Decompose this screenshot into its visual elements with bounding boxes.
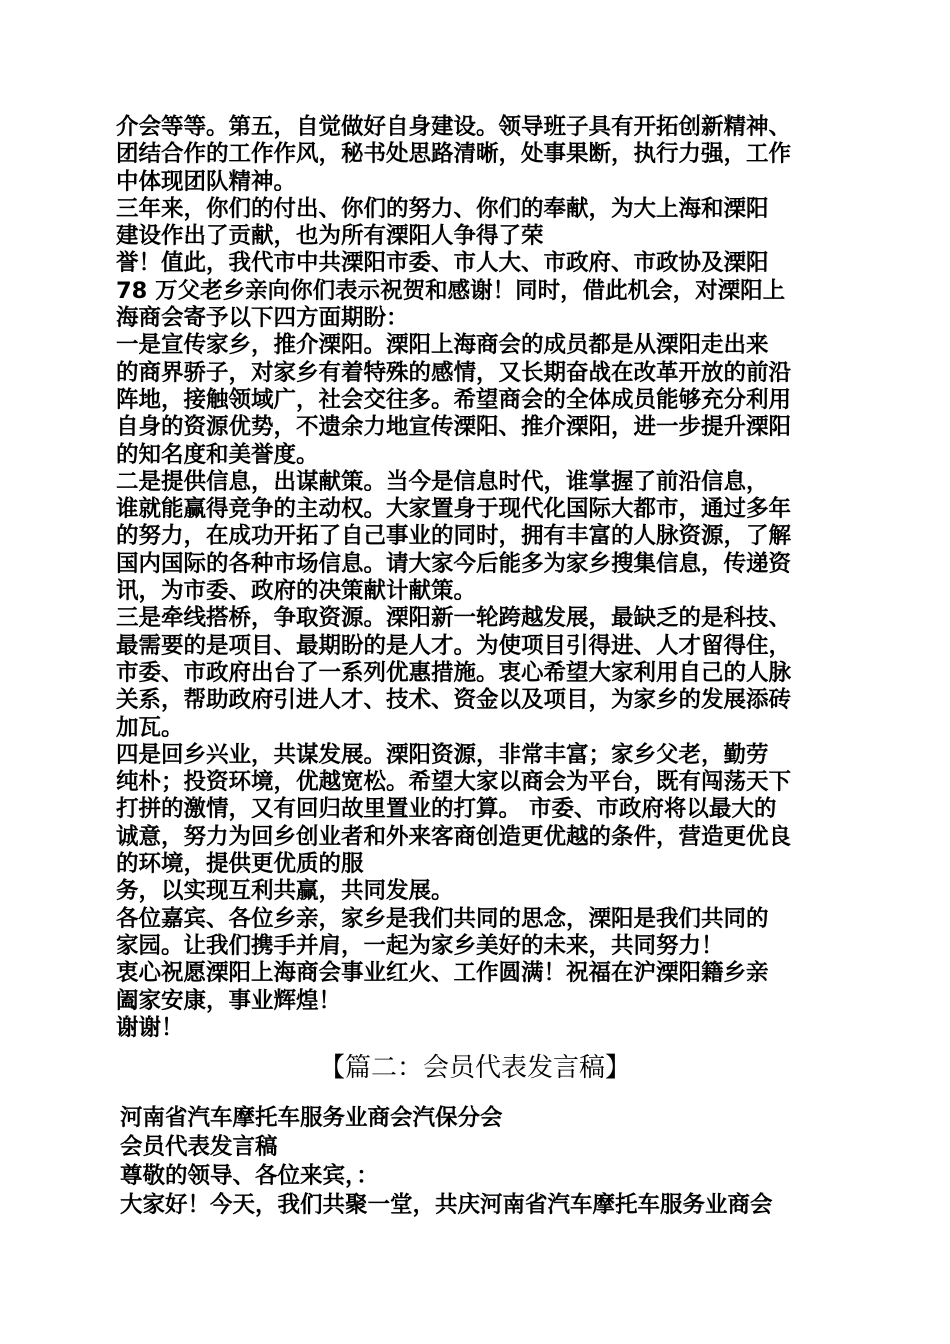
text-line: 中体现团队精神。 xyxy=(116,168,297,195)
speech-body xyxy=(116,114,840,1042)
text-line: 四是回乡兴业，共谋发展。溧阳资源，非常丰富；家乡父老，勤劳 xyxy=(116,741,769,768)
text-line: 的知名度和美誉度。 xyxy=(116,441,319,468)
section-heading: 【篇二：会员代表发言稿】 xyxy=(318,1053,631,1083)
text-line: 的环境，提供更优质的服 xyxy=(116,851,364,878)
text-line: 诚意，努力为回乡创业者和外来客商创造更优越的条件，营造更优良 xyxy=(116,823,792,850)
text-line: 二是提供信息，出谋献策。当今是信息时代，谁掌握了前沿信息， xyxy=(116,468,769,495)
text-line: 78 万父老乡亲向你们表示祝贺和感谢！同时，借此机会，对溧阳上 xyxy=(116,277,786,304)
text-line: 衷心祝愿溧阳上海商会事业红火、工作圆满！祝福在沪溧阳籍乡亲 xyxy=(116,960,769,987)
text-line: 介会等等。第五，自觉做好自身建设。领导班子具有开拓创新精神、 xyxy=(116,114,792,140)
text-line: 讯，为市委、政府的决策献计献策。 xyxy=(116,578,477,605)
text-line: 谁就能赢得竞争的主动权。大家置身于现代化国际大都市，通过多年 xyxy=(116,496,792,523)
text-line: 建设作出了贡献，也为所有溧阳人争得了荣 xyxy=(116,223,544,250)
text-line: 打拼的激情，又有回归故里置业的打算。 市委、市政府将以最大的 xyxy=(116,796,777,823)
text-line: 纯朴；投资环境，优越宽松。希望大家以商会为平台，既有闯荡天下 xyxy=(116,769,792,796)
text-line: 国内国际的各种市场信息。请大家今后能多为家乡搜集信息，传递资 xyxy=(116,550,792,577)
text-line: 三年来，你们的付出、你们的努力、你们的奉献，为大上海和溧阳 xyxy=(116,195,769,222)
text-line: 的努力，在成功开拓了自己事业的同时，拥有丰富的人脉资源，了解 xyxy=(116,523,792,550)
text-line: 大家好！今天，我们共聚一堂，共庆河南省汽车摩托车服务业商会 xyxy=(120,1192,773,1218)
text-line: 誉！值此，我代市中共溧阳市委、市人大、市政府、市政协及溧阳 xyxy=(116,250,769,277)
text-line: 海商会寄予以下四方面期盼： xyxy=(116,305,409,332)
text-line: 各位嘉宾、各位乡亲，家乡是我们共同的思念，溧阳是我们共同的 xyxy=(116,905,769,932)
text-line: 务，以实现互利共赢，共同发展。 xyxy=(116,878,454,905)
text-line: 三是牵线搭桥，争取资源。溧阳新一轮跨越发展，最缺乏的是科技、 xyxy=(116,605,792,632)
text-line: 会员代表发言稿 xyxy=(120,1134,278,1160)
text-line: 加瓦。 xyxy=(116,714,184,741)
text-line: 的商界骄子，对家乡有着特殊的感情，又长期奋战在改革开放的前沿 xyxy=(116,359,792,386)
text-line: 尊敬的领导、各位来宾，： xyxy=(120,1163,379,1189)
text-line: 河南省汽车摩托车服务业商会汽保分会 xyxy=(120,1105,503,1131)
member-speech xyxy=(120,1104,840,1220)
text-line: 一是宣传家乡，推介溧阳。溧阳上海商会的成员都是从溧阳走出来 xyxy=(116,332,769,359)
text-line: 市委、市政府出台了一系列优惠措施。衷心希望大家利用自己的人脉 xyxy=(116,659,792,686)
text-line: 家园。让我们携手并肩，一起为家乡美好的未来，共同努力！ xyxy=(116,932,724,959)
text-line: 团结合作的工作作风，秘书处思路清晰，处事果断，执行力强，工作 xyxy=(116,141,792,168)
text-line: 谢谢！ xyxy=(116,1014,184,1041)
text-line: 自身的资源优势，不遗余力地宣传溧阳、推介溧阳，进一步提升溧阳 xyxy=(116,414,792,441)
text-line: 阖家安康，事业辉煌！ xyxy=(116,987,342,1014)
text-line: 阵地，接触领域广，社会交往多。希望商会的全体成员能够充分利用 xyxy=(116,386,792,413)
text-line: 最需要的是项目、最期盼的是人才。为使项目引得进、人才留得住， xyxy=(116,632,792,659)
text-line: 关系，帮助政府引进人才、技术、资金以及项目，为家乡的发展添砖 xyxy=(116,687,792,714)
